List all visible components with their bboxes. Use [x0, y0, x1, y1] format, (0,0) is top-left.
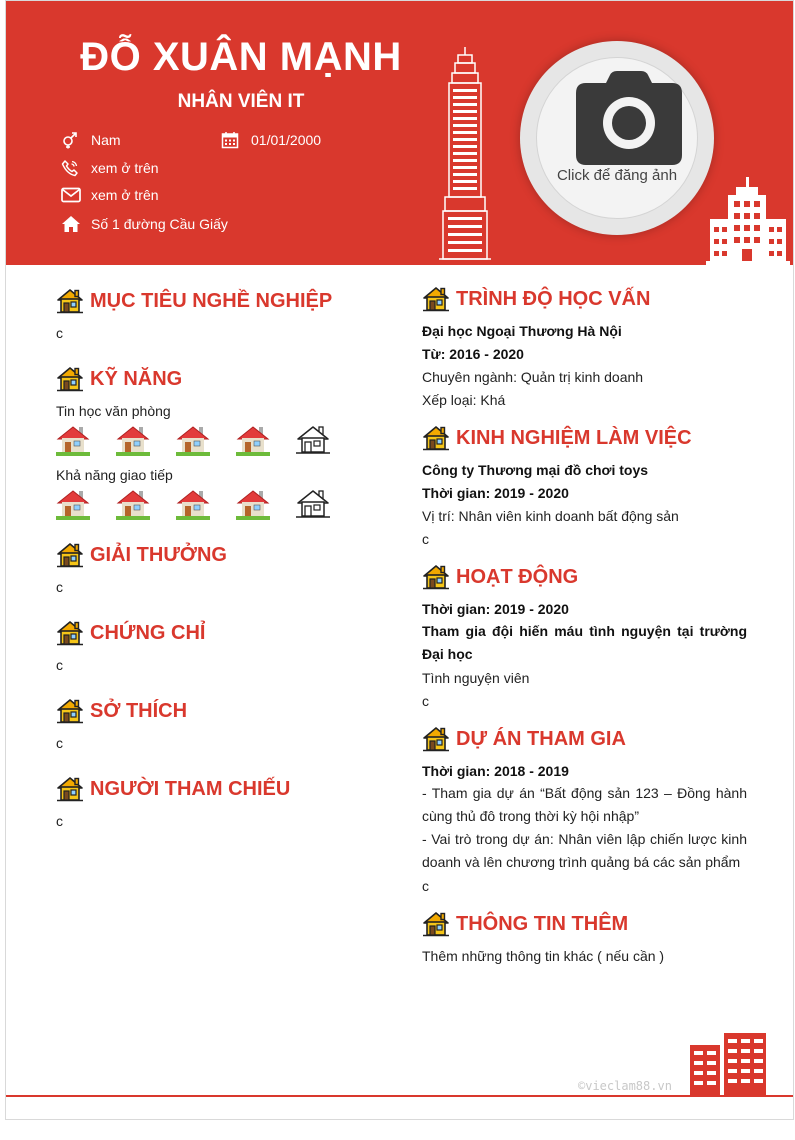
section-title-text: NGƯỜI THAM CHIẾU — [90, 777, 291, 800]
cv-header — [6, 1, 794, 265]
section-title-education[interactable] — [422, 285, 650, 313]
camera-icon — [576, 71, 682, 165]
section-title-references[interactable] — [56, 775, 290, 803]
gender-icon — [61, 131, 91, 149]
watermark: ©vieclam88.vn — [578, 1079, 672, 1093]
house-section-icon — [422, 725, 456, 753]
house-rating-icon — [116, 424, 176, 458]
address-value: Số 1 đường Cầu Giấy — [91, 216, 228, 232]
footer-building-icon — [690, 1033, 768, 1097]
house-section-icon — [56, 775, 90, 803]
house-rating-empty-icon — [296, 488, 356, 522]
section-title-projects[interactable] — [422, 725, 626, 753]
section-title-text: CHỨNG CHỈ — [90, 621, 206, 644]
building-illustration — [704, 177, 790, 265]
house-rating-empty-icon — [296, 424, 356, 458]
job-title[interactable]: NHÂN VIÊN IT — [177, 91, 305, 112]
house-rating-icon — [176, 488, 236, 522]
section-title-objective[interactable] — [56, 287, 332, 315]
activities-name[interactable]: Tham gia đội hiến máu tình nguyện tại trường Đại học — [422, 623, 747, 662]
birthday-field[interactable] — [221, 131, 321, 149]
education-period[interactable]: Từ: 2016 - 2020 — [422, 346, 524, 362]
objective-content[interactable]: c — [56, 325, 63, 341]
more-info-content[interactable]: Thêm những thông tin khác ( nếu cần ) — [422, 948, 665, 964]
education-major[interactable]: Chuyên ngành: Quản trị kinh doanh — [422, 369, 644, 385]
email-value: xem ở trên — [91, 187, 159, 203]
photo-upload-label: Click để đăng ảnh — [556, 167, 678, 184]
section-title-hobbies[interactable] — [56, 697, 187, 725]
mail-icon — [61, 187, 91, 203]
house-rating-icon — [176, 424, 236, 458]
phone-field[interactable] — [61, 159, 159, 177]
hobbies-content[interactable]: c — [56, 735, 63, 751]
section-title-text: TRÌNH ĐỘ HỌC VẤN — [456, 287, 651, 310]
gender-field[interactable] — [61, 131, 121, 149]
projects-line-1[interactable]: - Tham gia dự án “Bất động sản 123 – Đồng hành cùng thủ đô trong thời kỳ hội nhập” — [422, 785, 747, 824]
experience-period[interactable]: Thời gian: 2019 - 2020 — [422, 485, 569, 501]
house-section-icon — [422, 285, 456, 313]
section-title-text: KINH NGHIỆM LÀM VIỆC — [456, 426, 692, 449]
education-school[interactable]: Đại học Ngoại Thương Hà Nội — [422, 323, 622, 339]
cv-page — [5, 0, 794, 1120]
house-section-icon — [56, 619, 90, 647]
address-field[interactable] — [61, 215, 228, 233]
experience-company[interactable]: Công ty Thương mại đồ chơi toys — [422, 462, 649, 478]
section-title-text: KỸ NĂNG — [90, 367, 183, 390]
house-section-icon — [56, 365, 90, 393]
certificates-content[interactable]: c — [56, 657, 63, 673]
house-section-icon — [422, 910, 456, 938]
tower-illustration — [436, 47, 494, 263]
house-rating-icon — [56, 424, 116, 458]
section-title-activities[interactable] — [422, 563, 578, 591]
section-title-text: THÔNG TIN THÊM — [456, 912, 629, 935]
house-section-icon — [422, 563, 456, 591]
gender-value: Nam — [91, 132, 121, 148]
experience-note[interactable]: c — [422, 531, 429, 547]
house-section-icon — [56, 697, 90, 725]
phone-value: xem ở trên — [91, 160, 159, 176]
skill-rating-1[interactable] — [56, 424, 356, 458]
section-title-text: HOẠT ĐỘNG — [456, 565, 579, 588]
section-title-experience[interactable] — [422, 424, 692, 452]
house-rating-icon — [116, 488, 176, 522]
section-title-text: SỞ THÍCH — [90, 699, 188, 722]
footer-divider — [6, 1095, 794, 1097]
email-field[interactable] — [61, 187, 159, 203]
section-title-text: GIẢI THƯỞNG — [90, 543, 227, 566]
section-title-certificates[interactable] — [56, 619, 205, 647]
candidate-name[interactable]: ĐỖ XUÂN MẠNH — [80, 35, 402, 79]
activities-role[interactable]: Tình nguyện viên — [422, 670, 530, 686]
projects-period[interactable]: Thời gian: 2018 - 2019 — [422, 763, 569, 779]
house-rating-icon — [56, 488, 116, 522]
projects-line-2[interactable]: - Vai trò trong dự án: Nhân viên lập chiến lược kinh doanh và lên chương trình quảng bá các sản phẩm — [422, 831, 747, 870]
awards-content[interactable]: c — [56, 579, 63, 595]
education-grade[interactable]: Xếp loại: Khá — [422, 392, 506, 408]
home-icon — [61, 215, 91, 233]
house-section-icon — [422, 424, 456, 452]
section-title-text: DỰ ÁN THAM GIA — [456, 727, 626, 750]
section-title-awards[interactable] — [56, 541, 227, 569]
section-title-skills[interactable] — [56, 365, 182, 393]
photo-upload[interactable] — [520, 41, 714, 235]
house-section-icon — [56, 287, 90, 315]
references-content[interactable]: c — [56, 813, 63, 829]
skill-rating-2[interactable] — [56, 488, 356, 522]
activities-note[interactable]: c — [422, 693, 429, 709]
phone-icon — [61, 159, 91, 177]
calendar-icon — [221, 131, 251, 149]
house-section-icon — [56, 541, 90, 569]
skill-name-2[interactable]: Khả năng giao tiếp — [56, 467, 173, 483]
section-title-text: MỤC TIÊU NGHỀ NGHIỆP — [90, 289, 333, 312]
projects-note[interactable]: c — [422, 878, 429, 894]
activities-period[interactable]: Thời gian: 2019 - 2020 — [422, 601, 569, 617]
experience-position[interactable]: Vị trí: Nhân viên kinh doanh bất động sản — [422, 508, 679, 524]
skill-name-1[interactable]: Tin học văn phòng — [56, 403, 171, 419]
house-rating-icon — [236, 424, 296, 458]
birthday-value: 01/01/2000 — [251, 132, 322, 148]
section-title-more-info[interactable] — [422, 910, 628, 938]
house-rating-icon — [236, 488, 296, 522]
